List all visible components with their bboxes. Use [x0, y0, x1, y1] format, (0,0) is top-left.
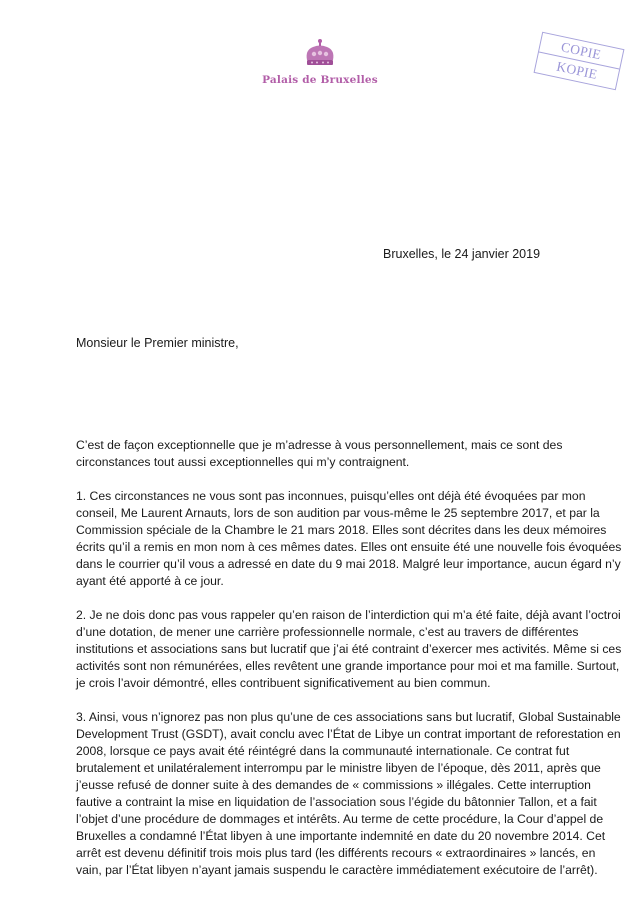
stamp-line-copie: COPIE: [559, 39, 603, 63]
copy-stamp: [534, 32, 625, 91]
letter-body: [76, 437, 624, 896]
stamp-line-kopie: KOPIE: [535, 51, 619, 88]
letterhead: [250, 38, 390, 86]
letterhead-name: Palais de Bruxelles: [262, 74, 378, 86]
salutation: Monsieur le Premier ministre,: [76, 336, 239, 350]
date-line: Bruxelles, le 24 janvier 2019: [383, 247, 541, 261]
paragraph-3: 3. Ainsi, vous n’ignorez pas non plus qu’une de ces associations sans but lucratif, Global Sustainable Development Trust (GSDT), avait conclu avec l’État de Libye un contrat important de reforestation en 2008, lorsque ce pays avait été réintégré dans la communauté internationale. Ce contrat fut brutalement et unilatéralement interrompu par le ministre libyen de l’époque, dès 2011, après que j’eusse refusé de donner suite à des demandes de « commissions » illégales. Cette interruption fautive a contraint la mise en liquidation de l’association sous l’égide du bâtonnier Tallon, et a fait l’objet d’une procédure de dommages et intérêts. Au terme de cette procédure, la Cour d’appel de Bruxelles a condamné l’État libyen à une importante indemnité en date du 20 novembre 2014. Cet arrêt est devenu définitif trois mois plus tard (les différents recours « extraordinaires » lancés, en vain, par l’État libyen n’ayant jamais suspendu le caractère immédiatement exécutoire de l’arrêt).: [76, 710, 621, 877]
paragraph-intro: C’est de façon exceptionnelle que je m’adresse à vous personnellement, mais ce sont des circonstances tout aussi exceptionnelles qui m’y contraignent.: [76, 438, 563, 469]
paragraph-1: 1. Ces circonstances ne vous sont pas inconnues, puisqu’elles ont déjà été évoquées par mon conseil, Me Laurent Arnauts, lors de son audition par vous-même le 25 septembre 2017, et par la Commission spéciale de la Chambre le 21 mars 2018. Elles sont décrites dans les deux mémoires écrits qu’il a remis en mon nom à ces mêmes dates. Elles ont ensuite été une nouvelle fois évoquées dans le courrier qu’il vous a adressé en date du 9 mai 2018. Malgré leur importance, aucun égard n’y ayant été apporté à ce jour.: [76, 489, 622, 588]
crown-icon: [303, 38, 337, 68]
paragraph-2: 2. Je ne dois donc pas vous rappeler qu’en raison de l’interdiction qui m’a été faite, déjà avant l’octroi d’une dotation, de mener une carrière professionnelle normale, c’est au travers de différentes institutions et associations sans but lucratif que j’ai été contraint d’exercer mes activités. Même si ces activités sont non rémunérées, elles revêtent une grande importance pour moi et ma famille. Surtout, je crois l’avoir démontré, elles contribuent significativement au bien commun.: [76, 608, 622, 690]
